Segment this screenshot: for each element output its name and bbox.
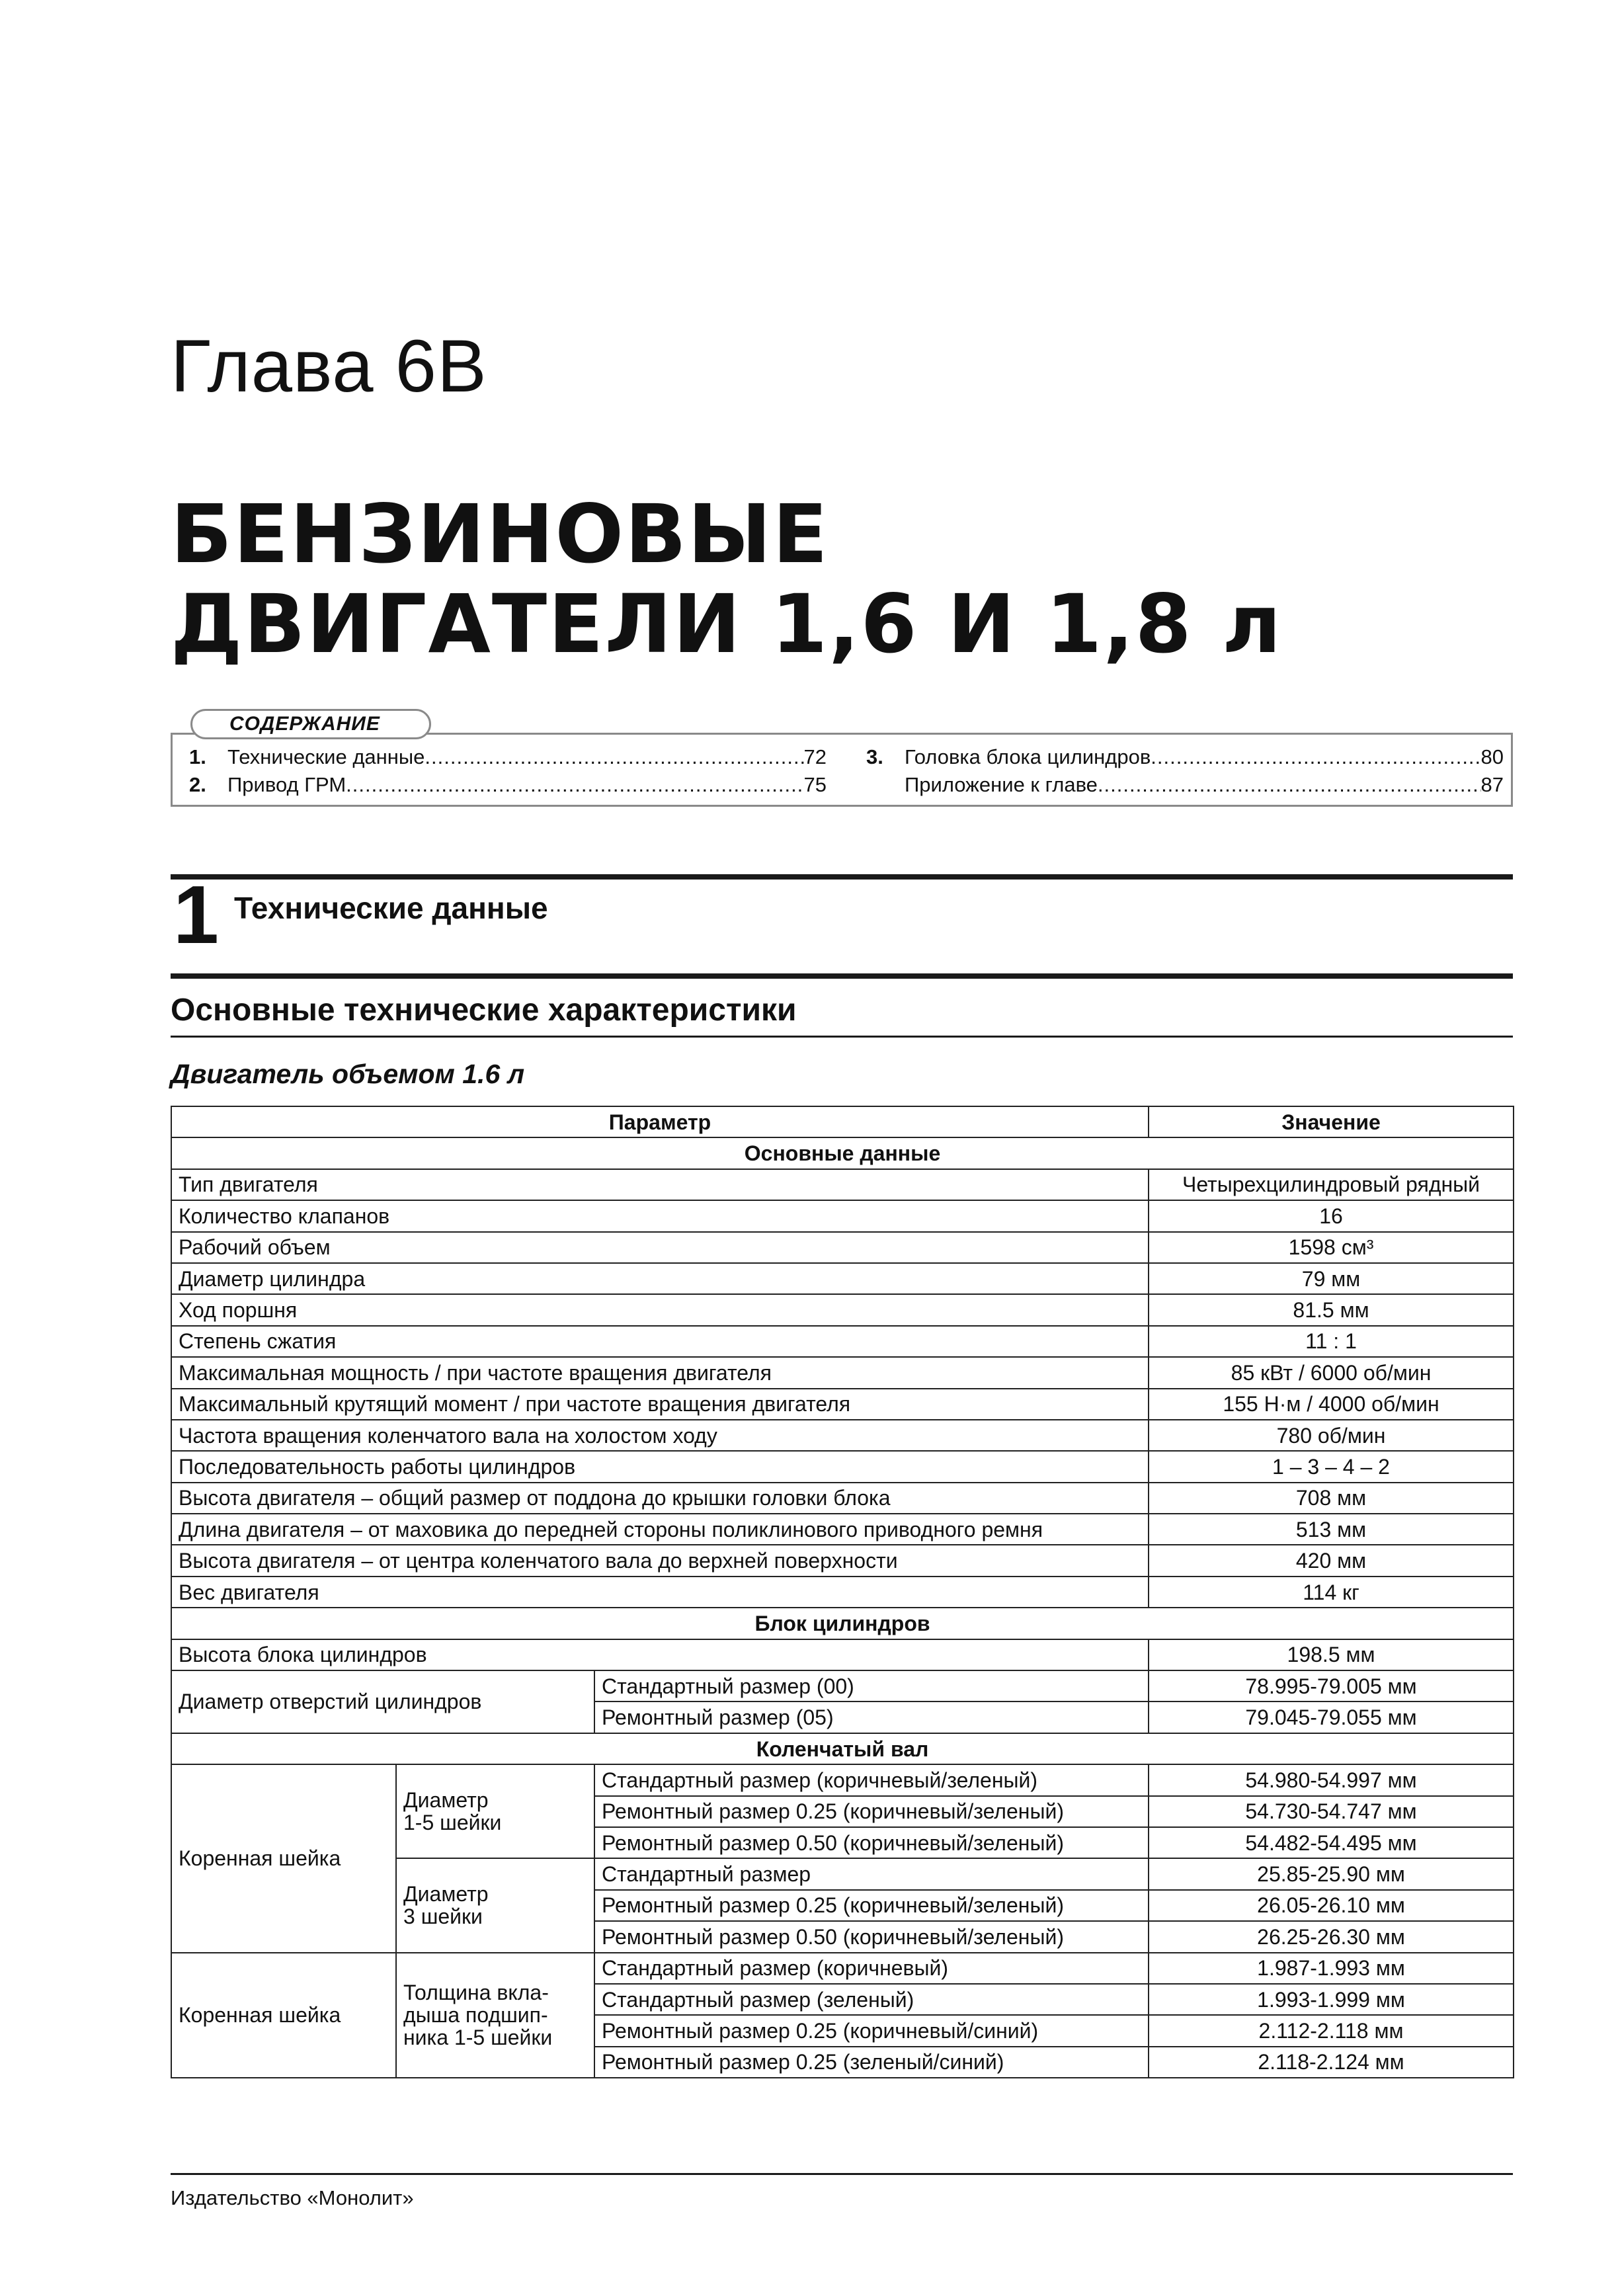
table-row xyxy=(171,1263,1514,1294)
table-row xyxy=(171,1357,1514,1388)
value-cell: 1598 см³ xyxy=(1149,1232,1514,1263)
toc-item-page: 75 xyxy=(803,773,827,796)
title-line-1: БЕНЗИНОВЫЕ xyxy=(171,487,829,581)
toc-item-page: 80 xyxy=(1480,745,1504,768)
header-param: Параметр xyxy=(171,1106,1149,1137)
value-cell: 2.112-2.118 мм xyxy=(1149,2015,1514,2046)
param-cell: Максимальная мощность / при частоте вращения двигателя xyxy=(171,1357,1149,1388)
param-cell: Высота двигателя – общий размер от поддона до крышки головки блока xyxy=(171,1483,1149,1514)
param-cell: Диаметр цилиндра xyxy=(171,1263,1149,1294)
group-crank: Коленчатый вал xyxy=(171,1733,1514,1764)
value-cell: 79.045-79.055 мм xyxy=(1149,1702,1514,1733)
sub-param-cell: Ремонтный размер 0.25 (коричневый/зеленый) xyxy=(594,1890,1149,1921)
table-caption: Двигатель объемом 1.6 л xyxy=(171,1059,525,1089)
value-cell: 155 Н·м / 4000 об/мин xyxy=(1149,1389,1514,1420)
value-cell: Четырехцилиндровый рядный xyxy=(1149,1169,1514,1200)
sub-param-cell: Ремонтный размер 0.25 (зеленый/синий) xyxy=(594,2047,1149,2078)
value-cell: 54.980-54.997 мм xyxy=(1149,1764,1514,1795)
toc-item-title: Технические данные xyxy=(227,745,425,768)
table-row xyxy=(171,1953,1514,1984)
toc-leader-dots xyxy=(346,771,803,799)
contents-label: СОДЕРЖАНИЕ xyxy=(190,709,431,739)
value-cell: 26.25-26.30 мм xyxy=(1149,1921,1514,1952)
sub-param-cell: Стандартный размер (коричневый/зеленый) xyxy=(594,1764,1149,1795)
param-cell: Тип двигателя xyxy=(171,1169,1149,1200)
param-cell: Частота вращения коленчатого вала на холостом ходу xyxy=(171,1420,1149,1451)
param-cell: Рабочий объем xyxy=(171,1232,1149,1263)
value-cell: 708 мм xyxy=(1149,1483,1514,1514)
group-row xyxy=(171,1137,1514,1168)
value-cell: 81.5 мм xyxy=(1149,1294,1514,1325)
table-row xyxy=(171,1764,1514,1795)
title-line-2: ДВИГАТЕЛИ 1,6 И 1,8 л xyxy=(171,577,1283,671)
table-row xyxy=(171,1294,1514,1325)
param-cell: Высота блока цилиндров xyxy=(171,1639,1149,1670)
value-cell: 85 кВт / 6000 об/мин xyxy=(1149,1357,1514,1388)
value-cell: 16 xyxy=(1149,1200,1514,1231)
sub-group-cell xyxy=(396,1953,594,2078)
toc-item[interactable] xyxy=(189,771,827,799)
table-row xyxy=(171,1545,1514,1576)
table-row xyxy=(171,1451,1514,1482)
value-cell: 513 мм xyxy=(1149,1514,1514,1545)
sub-param-cell: Ремонтный размер 0.50 (коричневый/зеленый) xyxy=(594,1921,1149,1952)
table-row xyxy=(171,1326,1514,1357)
param-cell: Степень сжатия xyxy=(171,1326,1149,1357)
toc-item-number: 3. xyxy=(866,745,883,768)
table-row xyxy=(171,1670,1514,1702)
sub-param-cell: Стандартный размер (зеленый) xyxy=(594,1984,1149,2015)
sub-param-cell: Стандартный размер xyxy=(594,1858,1149,1889)
toc-item[interactable] xyxy=(866,771,1504,799)
group-block: Блок цилиндров xyxy=(171,1608,1514,1639)
sub-group-line: 3 шейки xyxy=(403,1905,483,1929)
group-row xyxy=(171,1608,1514,1639)
toc-leader-dots xyxy=(1098,771,1481,799)
param-cell: Ход поршня xyxy=(171,1294,1149,1325)
table-row xyxy=(171,1514,1514,1545)
value-cell: 1.987-1.993 мм xyxy=(1149,1953,1514,1984)
section-bottom-rule xyxy=(171,973,1513,979)
param-cell: Длина двигателя – от маховика до передней стороны поликлинового приводного ремня xyxy=(171,1514,1149,1545)
sub-param-cell: Ремонтный размер 0.25 (коричневый/синий) xyxy=(594,2015,1149,2046)
toc-item-page: 72 xyxy=(803,745,827,768)
sub-group-cell xyxy=(396,1858,594,1952)
sub-param-cell: Ремонтный размер (05) xyxy=(594,1702,1149,1733)
value-cell: 26.05-26.10 мм xyxy=(1149,1890,1514,1921)
value-cell: 78.995-79.005 мм xyxy=(1149,1670,1514,1702)
value-cell: 25.85-25.90 мм xyxy=(1149,1858,1514,1889)
sub-group-line: ника 1-5 шейки xyxy=(403,2026,553,2050)
param-cell: Диаметр отверстий цилиндров xyxy=(171,1670,594,1733)
value-cell: 114 кг xyxy=(1149,1577,1514,1608)
value-cell: 420 мм xyxy=(1149,1545,1514,1576)
spec-table xyxy=(171,1106,1514,2078)
toc-item-page: 87 xyxy=(1480,773,1504,796)
sub-param-cell: Стандартный размер (коричневый) xyxy=(594,1953,1149,1984)
sub-param-cell: Ремонтный размер 0.25 (коричневый/зеленый) xyxy=(594,1796,1149,1827)
toc-leader-dots xyxy=(1151,743,1480,771)
param-cell: Коренная шейка xyxy=(171,1764,396,1952)
table-header-row xyxy=(171,1106,1514,1137)
sub-param-cell: Стандартный размер (00) xyxy=(594,1670,1149,1702)
value-cell: 79 мм xyxy=(1149,1263,1514,1294)
toc-item[interactable] xyxy=(866,743,1504,771)
value-cell: 54.730-54.747 мм xyxy=(1149,1796,1514,1827)
param-cell: Последовательность работы цилиндров xyxy=(171,1451,1149,1482)
value-cell: 1.993-1.999 мм xyxy=(1149,1984,1514,2015)
param-cell: Высота двигателя – от центра коленчатого вала до верхней поверхности xyxy=(171,1545,1149,1576)
table-row xyxy=(171,1639,1514,1670)
sub-param-cell: Ремонтный размер 0.50 (коричневый/зеленый) xyxy=(594,1827,1149,1858)
table-row xyxy=(171,1389,1514,1420)
group-main: Основные данные xyxy=(171,1137,1514,1168)
toc-item-number: 1. xyxy=(189,745,206,768)
param-cell: Вес двигателя xyxy=(171,1577,1149,1608)
value-cell: 780 об/мин xyxy=(1149,1420,1514,1451)
toc-item[interactable] xyxy=(189,743,827,771)
section-title: Технические данные xyxy=(234,891,548,925)
toc-item-title: Головка блока цилиндров xyxy=(905,745,1151,768)
footer-rule xyxy=(171,2173,1513,2175)
toc-item-number: 2. xyxy=(189,773,206,796)
param-cell: Количество клапанов xyxy=(171,1200,1149,1231)
toc-item-number xyxy=(866,771,905,799)
header-value: Значение xyxy=(1149,1106,1514,1137)
value-cell: 11 : 1 xyxy=(1149,1326,1514,1357)
toc-item-title: Привод ГРМ xyxy=(227,773,346,796)
sub-group-cell xyxy=(396,1764,594,1858)
value-cell: 2.118-2.124 мм xyxy=(1149,2047,1514,2078)
chapter-label: Глава 6B xyxy=(171,325,487,407)
section-number: 1 xyxy=(173,870,219,961)
sub-group-line: Диаметр xyxy=(403,1788,489,1813)
publisher-footer: Издательство «Монолит» xyxy=(171,2186,414,2209)
group-row xyxy=(171,1733,1514,1764)
value-cell: 54.482-54.495 мм xyxy=(1149,1827,1514,1858)
sub-group-line: дыша подшип- xyxy=(403,2003,548,2028)
table-row xyxy=(171,1483,1514,1514)
table-row xyxy=(171,1200,1514,1231)
table-row xyxy=(171,1169,1514,1200)
table-row xyxy=(171,1232,1514,1263)
sub-group-line: 1-5 шейки xyxy=(403,1811,502,1835)
section-top-rule xyxy=(171,874,1513,880)
subheading-rule xyxy=(171,1036,1513,1038)
value-cell: 198.5 мм xyxy=(1149,1639,1514,1670)
value-cell: 1 – 3 – 4 – 2 xyxy=(1149,1451,1514,1482)
table-row xyxy=(171,1420,1514,1451)
subheading: Основные технические характеристики xyxy=(171,993,797,1028)
param-cell: Максимальный крутящий момент / при частоте вращения двигателя xyxy=(171,1389,1149,1420)
toc-leader-dots xyxy=(425,743,803,771)
toc-item-title: Приложение к главе xyxy=(905,773,1098,796)
sub-group-line: Толщина вкла- xyxy=(403,1981,549,2005)
table-row xyxy=(171,1577,1514,1608)
sub-group-line: Диаметр xyxy=(403,1882,489,1906)
page-title xyxy=(171,489,1283,669)
param-cell: Коренная шейка xyxy=(171,1953,396,2078)
